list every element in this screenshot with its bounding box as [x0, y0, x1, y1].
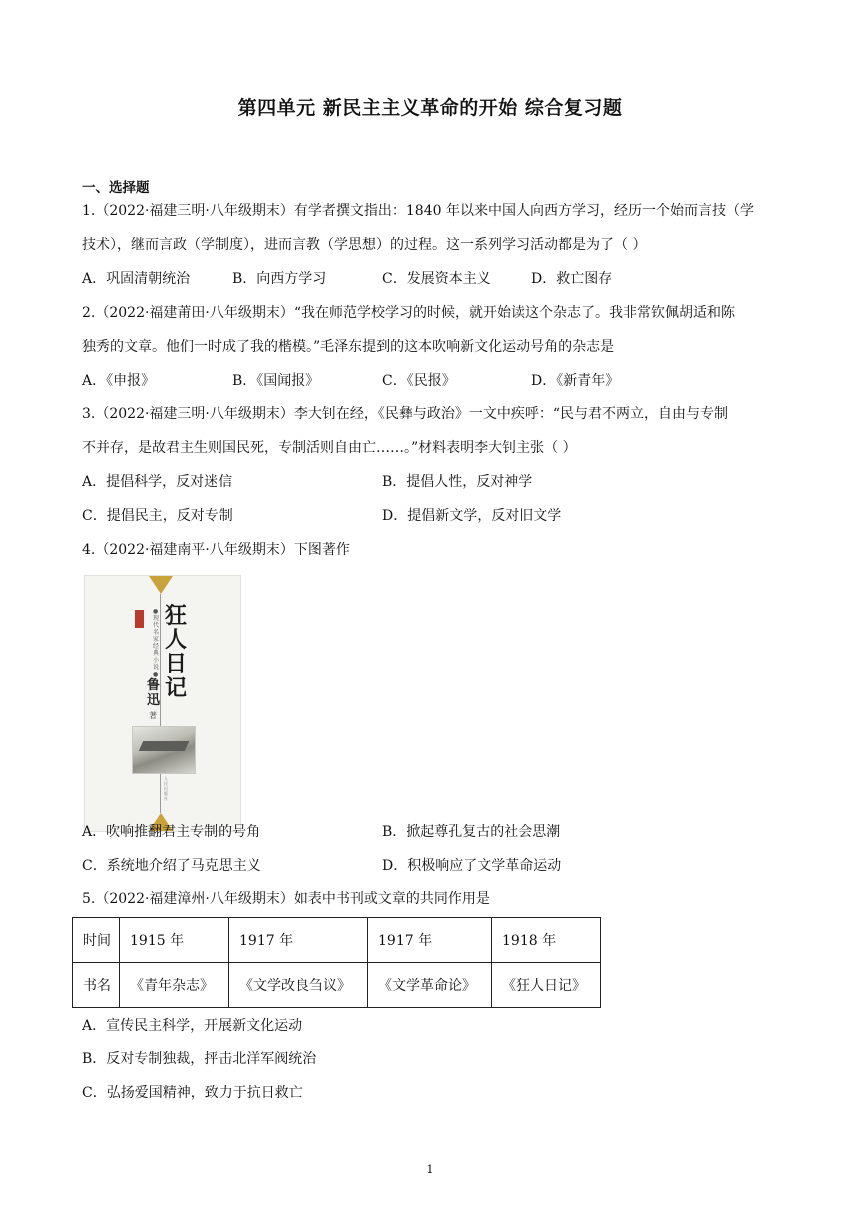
- option-a: A．提倡科学，反对迷信: [82, 474, 233, 490]
- cover-author-suffix: 著: [149, 711, 157, 720]
- books-table: [72, 917, 601, 1008]
- table-cell: 《青年杂志》: [120, 963, 229, 1008]
- option-a: A．《申报》: [82, 373, 156, 389]
- question-2-line-2: 独秀的文章。他们一时成了我的楷模。”毛泽东提到的这本吹响新文化运动号角的杂志是: [82, 339, 615, 355]
- table-row: [73, 918, 601, 963]
- option-c: C．发展资本主义: [382, 271, 491, 287]
- table-cell: 《狂人日记》: [492, 963, 601, 1008]
- question-1-line-2: 技术），继而言政（学制度），进而言教（学思想）的过程。这一系列学习活动都是为了（ ）: [82, 237, 647, 253]
- question-5-line-1: 5.（2022·福建漳州·八年级期末）如表中书刊或文章的共同作用是: [82, 891, 490, 907]
- question-4-line-1: 4.（2022·福建南平·八年级期末）下图著作: [82, 542, 350, 558]
- question-3-line-2: 不并存，是故君主生则国民死，专制活则自由亡……。”材料表明李大钊主张（ ）: [82, 440, 577, 456]
- option-d: D．提倡新文学，反对旧文学: [382, 508, 562, 524]
- table-cell: 时间: [73, 918, 120, 963]
- cover-author: 鲁迅: [147, 678, 161, 708]
- question-1-line-1: 1.（2022·福建三明·八年级期末）有学者撰文指出：1840 年以来中国人向西方学习，经历一个始而言技（学: [82, 203, 754, 219]
- option-b: B．掀起尊孔复古的社会思潮: [382, 824, 561, 840]
- table-cell: 1917 年: [229, 918, 368, 963]
- option-b: B．向西方学习: [232, 271, 327, 287]
- section-heading: 一、选择题: [82, 180, 150, 196]
- question-5-option-c: C．弘扬爱国精神，致力于抗日救亡: [82, 1085, 303, 1101]
- question-5-option-b: B．反对专制独裁，抨击北洋军阀统治: [82, 1051, 317, 1067]
- table-cell: 1915 年: [120, 918, 229, 963]
- document-title: 第四单元 新民主主义革命的开始 综合复习题: [237, 97, 623, 119]
- question-2-line-1: 2.（2022·福建莆田·八年级期末）“我在师范学校学习的时候，就开始读这个杂志了。我非常钦佩胡适和陈: [82, 305, 736, 321]
- option-d: D．救亡图存: [531, 271, 613, 287]
- option-a: A．吹响推翻君主专制的号角: [82, 824, 261, 840]
- cover-subtitle: ●现代名家经典小说●: [153, 608, 160, 678]
- cover-title: 狂人日记: [165, 603, 188, 701]
- gold-triangle-top: [149, 576, 173, 594]
- option-c: C．《民报》: [382, 373, 456, 389]
- option-d: D．积极响应了文学革命运动: [382, 858, 562, 874]
- table-cell: 《文学革命论》: [368, 963, 492, 1008]
- table-cell: 《文学改良刍议》: [229, 963, 368, 1008]
- option-d: D．《新青年》: [531, 373, 620, 389]
- page-number: 1: [426, 1163, 434, 1176]
- option-b: B．提倡人性，反对神学: [382, 474, 533, 490]
- option-c: C．系统地介绍了马克思主义: [82, 858, 261, 874]
- roof-shape: [139, 741, 190, 751]
- book-cover-image: [84, 575, 241, 832]
- option-b: B．《国闻报》: [232, 373, 320, 389]
- cover-photo: [132, 726, 196, 774]
- table-row: [73, 963, 601, 1008]
- option-c: C．提倡民主，反对专制: [82, 508, 233, 524]
- red-seal-icon: [135, 610, 144, 628]
- table-cell: 书名: [73, 963, 120, 1008]
- cover-publisher: 人民出版社: [164, 776, 168, 801]
- table-cell: 1917 年: [368, 918, 492, 963]
- table-cell: 1918 年: [492, 918, 601, 963]
- question-3-line-1: 3.（2022·福建三明·八年级期末）李大钊在经，《民彝与政治》一文中疾呼：“民与君不两立，自由与专制: [82, 406, 729, 422]
- option-a: A．巩固清朝统治: [82, 271, 191, 287]
- question-5-option-a: A．宣传民主科学，开展新文化运动: [82, 1018, 303, 1034]
